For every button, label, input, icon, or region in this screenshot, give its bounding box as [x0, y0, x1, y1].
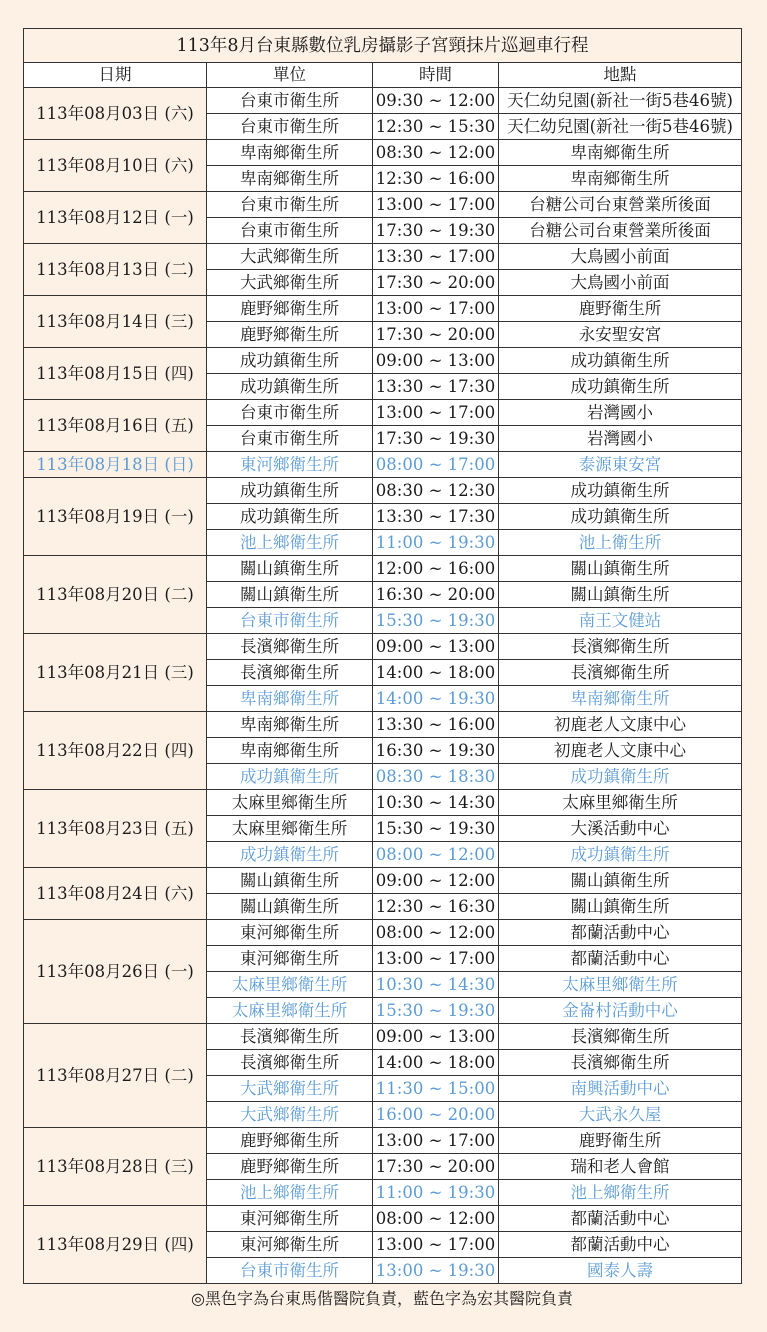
time-cell: 14:00 ~ 18:00 [373, 660, 499, 686]
time-cell: 17:30 ~ 19:30 [373, 218, 499, 244]
unit-cell: 成功鎮衛生所 [207, 348, 373, 374]
time-cell: 12:00 ~ 16:00 [373, 556, 499, 582]
place-cell: 台糖公司台東營業所後面 [499, 192, 742, 218]
unit-cell: 關山鎮衛生所 [207, 582, 373, 608]
time-cell: 12:30 ~ 15:30 [373, 114, 499, 140]
time-cell: 17:30 ~ 20:00 [373, 322, 499, 348]
date-cell: 113年08月12日 (一) [24, 192, 207, 244]
place-cell: 天仁幼兒園(新社一街5巷46號) [499, 88, 742, 114]
date-cell: 113年08月03日 (六) [24, 88, 207, 140]
unit-cell: 東河鄉衛生所 [207, 1206, 373, 1232]
time-cell: 12:30 ~ 16:00 [373, 166, 499, 192]
table-row [24, 452, 742, 478]
unit-cell: 台東市衛生所 [207, 608, 373, 634]
place-cell: 池上鄉衛生所 [499, 1180, 742, 1206]
date-cell: 113年08月10日 (六) [24, 140, 207, 192]
header-date: 日期 [24, 63, 207, 88]
unit-cell: 成功鎮衛生所 [207, 478, 373, 504]
place-cell: 都蘭活動中心 [499, 946, 742, 972]
place-cell: 太麻里鄉衛生所 [499, 972, 742, 998]
unit-cell: 卑南鄉衛生所 [207, 686, 373, 712]
place-cell: 永安聖安宮 [499, 322, 742, 348]
time-cell: 13:30 ~ 16:00 [373, 712, 499, 738]
unit-cell: 東河鄉衛生所 [207, 452, 373, 478]
place-cell: 南興活動中心 [499, 1076, 742, 1102]
unit-cell: 大武鄉衛生所 [207, 1076, 373, 1102]
time-cell: 17:30 ~ 20:00 [373, 270, 499, 296]
time-cell: 12:30 ~ 16:30 [373, 894, 499, 920]
time-cell: 09:00 ~ 12:00 [373, 868, 499, 894]
time-cell: 11:00 ~ 19:30 [373, 1180, 499, 1206]
time-cell: 13:00 ~ 17:00 [373, 296, 499, 322]
date-cell: 113年08月24日 (六) [24, 868, 207, 920]
time-cell: 08:30 ~ 12:30 [373, 478, 499, 504]
unit-cell: 東河鄉衛生所 [207, 1232, 373, 1258]
time-cell: 13:00 ~ 17:00 [373, 1128, 499, 1154]
time-cell: 17:30 ~ 19:30 [373, 426, 499, 452]
place-cell: 成功鎮衛生所 [499, 348, 742, 374]
unit-cell: 成功鎮衛生所 [207, 764, 373, 790]
place-cell: 長濱鄉衛生所 [499, 1024, 742, 1050]
header-place: 地點 [499, 63, 742, 88]
place-cell: 初鹿老人文康中心 [499, 712, 742, 738]
place-cell: 都蘭活動中心 [499, 1232, 742, 1258]
date-cell: 113年08月19日 (一) [24, 478, 207, 556]
header-unit: 單位 [207, 63, 373, 88]
unit-cell: 東河鄉衛生所 [207, 946, 373, 972]
date-cell: 113年08月15日 (四) [24, 348, 207, 400]
table-row [24, 790, 742, 816]
unit-cell: 卑南鄉衛生所 [207, 738, 373, 764]
place-cell: 成功鎮衛生所 [499, 842, 742, 868]
unit-cell: 鹿野鄉衛生所 [207, 1128, 373, 1154]
place-cell: 長濱鄉衛生所 [499, 660, 742, 686]
time-cell: 16:30 ~ 19:30 [373, 738, 499, 764]
time-cell: 08:00 ~ 17:00 [373, 452, 499, 478]
place-cell: 長濱鄉衛生所 [499, 1050, 742, 1076]
place-cell: 大鳥國小前面 [499, 244, 742, 270]
date-cell: 113年08月16日 (五) [24, 400, 207, 452]
unit-cell: 台東市衛生所 [207, 114, 373, 140]
time-cell: 13:00 ~ 19:30 [373, 1258, 499, 1284]
place-cell: 池上衛生所 [499, 530, 742, 556]
time-cell: 09:00 ~ 13:00 [373, 348, 499, 374]
place-cell: 卑南鄉衛生所 [499, 686, 742, 712]
time-cell: 16:00 ~ 20:00 [373, 1102, 499, 1128]
time-cell: 15:30 ~ 19:30 [373, 608, 499, 634]
time-cell: 13:30 ~ 17:00 [373, 244, 499, 270]
unit-cell: 太麻里鄉衛生所 [207, 790, 373, 816]
time-cell: 14:00 ~ 19:30 [373, 686, 499, 712]
unit-cell: 長濱鄉衛生所 [207, 660, 373, 686]
place-cell: 金崙村活動中心 [499, 998, 742, 1024]
time-cell: 13:00 ~ 17:00 [373, 400, 499, 426]
date-cell: 113年08月14日 (三) [24, 296, 207, 348]
unit-cell: 大武鄉衛生所 [207, 244, 373, 270]
unit-cell: 卑南鄉衛生所 [207, 712, 373, 738]
place-cell: 岩灣國小 [499, 400, 742, 426]
time-cell: 17:30 ~ 20:00 [373, 1154, 499, 1180]
table-row [24, 348, 742, 374]
place-cell: 卑南鄉衛生所 [499, 166, 742, 192]
place-cell: 長濱鄉衛生所 [499, 634, 742, 660]
unit-cell: 長濱鄉衛生所 [207, 634, 373, 660]
place-cell: 太麻里鄉衛生所 [499, 790, 742, 816]
unit-cell: 關山鎮衛生所 [207, 894, 373, 920]
date-cell: 113年08月26日 (一) [24, 920, 207, 1024]
time-cell: 09:00 ~ 13:00 [373, 634, 499, 660]
date-cell: 113年08月18日 (日) [24, 452, 207, 478]
unit-cell: 台東市衛生所 [207, 1258, 373, 1284]
place-cell: 初鹿老人文康中心 [499, 738, 742, 764]
table-row [24, 868, 742, 894]
place-cell: 成功鎮衛生所 [499, 504, 742, 530]
place-cell: 大武永久屋 [499, 1102, 742, 1128]
table-row [24, 634, 742, 660]
time-cell: 13:00 ~ 17:00 [373, 946, 499, 972]
place-cell: 瑞和老人會館 [499, 1154, 742, 1180]
time-cell: 08:00 ~ 12:00 [373, 920, 499, 946]
page-title: 113年8月台東縣數位乳房攝影子宮頸抹片巡迴車行程 [24, 29, 742, 63]
date-cell: 113年08月21日 (三) [24, 634, 207, 712]
place-cell: 關山鎮衛生所 [499, 556, 742, 582]
table-row [24, 1024, 742, 1050]
date-cell: 113年08月20日 (二) [24, 556, 207, 634]
time-cell: 09:30 ~ 12:00 [373, 88, 499, 114]
title-row [24, 29, 742, 63]
unit-cell: 台東市衛生所 [207, 426, 373, 452]
place-cell: 都蘭活動中心 [499, 1206, 742, 1232]
table-row [24, 296, 742, 322]
place-cell: 國泰人壽 [499, 1258, 742, 1284]
table-row [24, 400, 742, 426]
header-time: 時間 [373, 63, 499, 88]
time-cell: 08:30 ~ 12:00 [373, 140, 499, 166]
table-row [24, 1128, 742, 1154]
header-row [24, 63, 742, 88]
table-row [24, 556, 742, 582]
unit-cell: 台東市衛生所 [207, 400, 373, 426]
date-cell: 113年08月29日 (四) [24, 1206, 207, 1284]
schedule-sheet [23, 28, 741, 1284]
place-cell: 鹿野衛生所 [499, 1128, 742, 1154]
place-cell: 成功鎮衛生所 [499, 374, 742, 400]
time-cell: 11:00 ~ 19:30 [373, 530, 499, 556]
place-cell: 成功鎮衛生所 [499, 478, 742, 504]
place-cell: 成功鎮衛生所 [499, 764, 742, 790]
unit-cell: 太麻里鄉衛生所 [207, 998, 373, 1024]
time-cell: 14:00 ~ 18:00 [373, 1050, 499, 1076]
unit-cell: 台東市衛生所 [207, 218, 373, 244]
place-cell: 關山鎮衛生所 [499, 894, 742, 920]
time-cell: 15:30 ~ 19:30 [373, 998, 499, 1024]
unit-cell: 成功鎮衛生所 [207, 842, 373, 868]
unit-cell: 鹿野鄉衛生所 [207, 1154, 373, 1180]
place-cell: 泰源東安宮 [499, 452, 742, 478]
unit-cell: 太麻里鄉衛生所 [207, 816, 373, 842]
place-cell: 都蘭活動中心 [499, 920, 742, 946]
unit-cell: 大武鄉衛生所 [207, 270, 373, 296]
unit-cell: 池上鄉衛生所 [207, 1180, 373, 1206]
time-cell: 13:30 ~ 17:30 [373, 374, 499, 400]
unit-cell: 大武鄉衛生所 [207, 1102, 373, 1128]
date-cell: 113年08月23日 (五) [24, 790, 207, 868]
unit-cell: 卑南鄉衛生所 [207, 140, 373, 166]
place-cell: 大鳥國小前面 [499, 270, 742, 296]
place-cell: 台糖公司台東營業所後面 [499, 218, 742, 244]
schedule-table [23, 28, 742, 1284]
unit-cell: 池上鄉衛生所 [207, 530, 373, 556]
unit-cell: 成功鎮衛生所 [207, 374, 373, 400]
unit-cell: 鹿野鄉衛生所 [207, 296, 373, 322]
unit-cell: 關山鎮衛生所 [207, 868, 373, 894]
time-cell: 09:00 ~ 13:00 [373, 1024, 499, 1050]
date-cell: 113年08月28日 (三) [24, 1128, 207, 1206]
place-cell: 關山鎮衛生所 [499, 868, 742, 894]
place-cell: 南王文健站 [499, 608, 742, 634]
time-cell: 11:30 ~ 15:00 [373, 1076, 499, 1102]
place-cell: 卑南鄉衛生所 [499, 140, 742, 166]
time-cell: 08:00 ~ 12:00 [373, 1206, 499, 1232]
time-cell: 08:30 ~ 18:30 [373, 764, 499, 790]
table-row [24, 192, 742, 218]
unit-cell: 卑南鄉衛生所 [207, 166, 373, 192]
table-row [24, 478, 742, 504]
date-cell: 113年08月27日 (二) [24, 1024, 207, 1128]
place-cell: 關山鎮衛生所 [499, 582, 742, 608]
time-cell: 15:30 ~ 19:30 [373, 816, 499, 842]
unit-cell: 太麻里鄉衛生所 [207, 972, 373, 998]
unit-cell: 東河鄉衛生所 [207, 920, 373, 946]
unit-cell: 成功鎮衛生所 [207, 504, 373, 530]
place-cell: 大溪活動中心 [499, 816, 742, 842]
unit-cell: 台東市衛生所 [207, 192, 373, 218]
table-row [24, 1206, 742, 1232]
footer-note: ◎黑色字為台東馬偕醫院負責，藍色字為宏其醫院負責 [191, 1289, 573, 1308]
table-row [24, 712, 742, 738]
time-cell: 13:00 ~ 17:00 [373, 192, 499, 218]
table-row [24, 920, 742, 946]
unit-cell: 關山鎮衛生所 [207, 556, 373, 582]
time-cell: 16:30 ~ 20:00 [373, 582, 499, 608]
time-cell: 13:30 ~ 17:30 [373, 504, 499, 530]
unit-cell: 長濱鄉衛生所 [207, 1050, 373, 1076]
place-cell: 天仁幼兒園(新社一街5巷46號) [499, 114, 742, 140]
table-row [24, 244, 742, 270]
unit-cell: 台東市衛生所 [207, 88, 373, 114]
place-cell: 鹿野衛生所 [499, 296, 742, 322]
date-cell: 113年08月22日 (四) [24, 712, 207, 790]
unit-cell: 長濱鄉衛生所 [207, 1024, 373, 1050]
place-cell: 岩灣國小 [499, 426, 742, 452]
unit-cell: 鹿野鄉衛生所 [207, 322, 373, 348]
table-row [24, 88, 742, 114]
time-cell: 13:00 ~ 17:00 [373, 1232, 499, 1258]
time-cell: 10:30 ~ 14:30 [373, 790, 499, 816]
table-row [24, 140, 742, 166]
date-cell: 113年08月13日 (二) [24, 244, 207, 296]
time-cell: 10:30 ~ 14:30 [373, 972, 499, 998]
time-cell: 08:00 ~ 12:00 [373, 842, 499, 868]
